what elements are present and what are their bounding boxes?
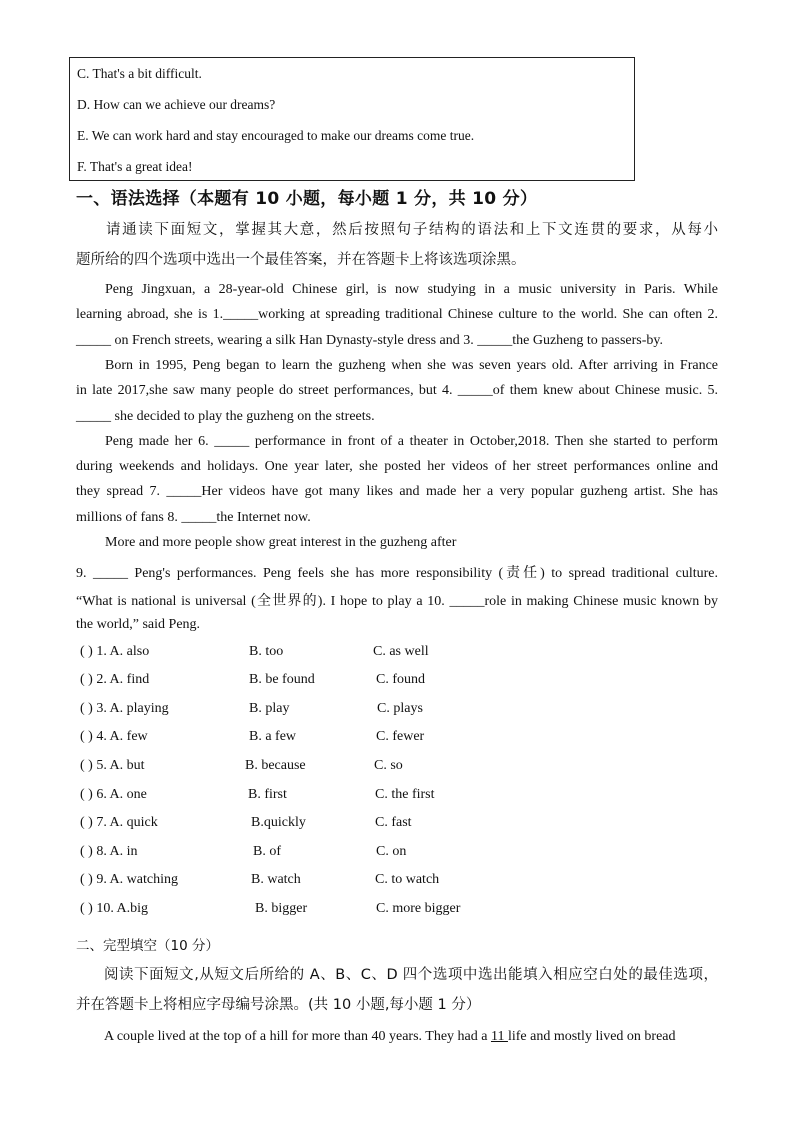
question-stem: ( ) 10. A.big — [80, 901, 149, 916]
passage-line: Born in 1995, Peng began to learn the guzheng when she was seven years old. After arriving in France — [105, 358, 718, 373]
passage-line: _____ she decided to play the guzheng on the streets. — [76, 409, 375, 424]
option-c: C. fast — [375, 815, 412, 830]
section1-instruction-line2: 题所给的四个选项中选出一个最佳答案，并在答题卡上将该选项涂黑。 — [76, 252, 526, 268]
passage-text: life and mostly lived on bread — [507, 1029, 676, 1044]
question-stem: ( ) 5. A. but — [80, 758, 145, 773]
passage-text: A couple lived at the top of a hill for more than 40 years. They had a — [104, 1029, 488, 1044]
option-c: C. the first — [375, 787, 435, 802]
passage-line: “What is national is universal (全世界的). I hope to play a 10. _____role in making Chinese music known by — [76, 594, 718, 609]
question-stem: ( ) 7. A. quick — [80, 815, 158, 830]
section1-title: 一、语法选择（本题有 10 小题，每小题 1 分，共 10 分） — [76, 189, 538, 209]
option-b: B. be found — [249, 672, 315, 687]
question-stem: ( ) 6. A. one — [80, 787, 147, 802]
option-c: C. plays — [377, 701, 423, 716]
option-c: C. so — [374, 758, 403, 773]
passage-line: More and more people show great interest in the guzheng after — [105, 535, 457, 550]
question-stem: ( ) 9. A. watching — [80, 872, 178, 887]
section2-instruction-line2: 并在答题卡上将相应字母编号涂黑。(共 10 小题,每小题 1 分） — [76, 997, 481, 1013]
option-b: B. because — [245, 758, 306, 773]
passage-line: _____ on French streets, wearing a silk Han Dynasty-style dress and 3. _____the Guzheng to passers-by. — [76, 333, 663, 348]
section2-instruction-line1: 阅读下面短文,从短文后所给的 A、B、C、D 四个选项中选出能填入相应空白处的最佳选项， — [104, 967, 718, 983]
section2-title: 二、完型填空（10 分） — [76, 938, 219, 954]
option-b: B. of — [253, 844, 281, 859]
passage-line: in late 2017,she saw many people do street performances, but 4. _____of them knew about Chinese music. 5. — [76, 383, 718, 398]
option-b: B. play — [249, 701, 290, 716]
options-box — [69, 57, 635, 181]
blank-11: 11 — [490, 1029, 508, 1044]
option-b: B. too — [249, 644, 284, 659]
section1-instruction-line1: 请通读下面短文，掌握其大意，然后按照句子结构的语法和上下文连贯的要求，从每小 — [106, 222, 718, 238]
question-stem: ( ) 1. A. also — [80, 644, 150, 659]
passage-line: during weekends and holidays. One year later, she posted her videos of her street performances online and — [76, 459, 718, 474]
option-d: D. How can we achieve our dreams? — [77, 97, 276, 112]
passage-line: millions of fans 8. _____the Internet now. — [76, 510, 311, 525]
option-b: B. watch — [251, 872, 301, 887]
passage-line: Peng made her 6. _____ performance in front of a theater in October,2018. Then she started to perform — [105, 434, 718, 449]
passage-line: 9. _____ Peng's performances. Peng feels she has more responsibility (责任) to spread traditional culture. — [76, 566, 718, 581]
passage-line: the world,” said Peng. — [76, 617, 201, 632]
section2-passage-line — [76, 1029, 718, 1045]
option-c: C. to watch — [375, 872, 440, 887]
option-b: B. a few — [249, 729, 297, 744]
question-stem: ( ) 3. A. playing — [80, 701, 169, 716]
question-stem: ( ) 2. A. find — [80, 672, 150, 687]
option-c: C. That's a bit difficult. — [77, 66, 202, 81]
option-b: B. bigger — [255, 901, 308, 916]
question-stem: ( ) 8. A. in — [80, 844, 138, 859]
option-b: B. first — [248, 787, 287, 802]
option-c: C. fewer — [376, 729, 425, 744]
option-e: E. We can work hard and stay encouraged to make our dreams come true. — [77, 128, 475, 143]
option-c: C. as well — [373, 644, 429, 659]
passage-line: they spread 7. _____Her videos have got many likes and made her a very popular guzheng artist. She has — [76, 484, 718, 499]
option-c: C. found — [376, 672, 425, 687]
option-c: C. more bigger — [376, 901, 461, 916]
option-b: B.quickly — [251, 815, 306, 830]
passage-line: Peng Jingxuan, a 28-year-old Chinese girl, is now studying in a music university in Paris. While — [105, 282, 718, 297]
option-f: F. That's a great idea! — [77, 159, 193, 174]
question-stem: ( ) 4. A. few — [80, 729, 148, 744]
option-c: C. on — [376, 844, 407, 859]
passage-line: learning abroad, she is 1._____working at spreading traditional Chinese culture to the world. She can often 2. — [76, 307, 718, 322]
